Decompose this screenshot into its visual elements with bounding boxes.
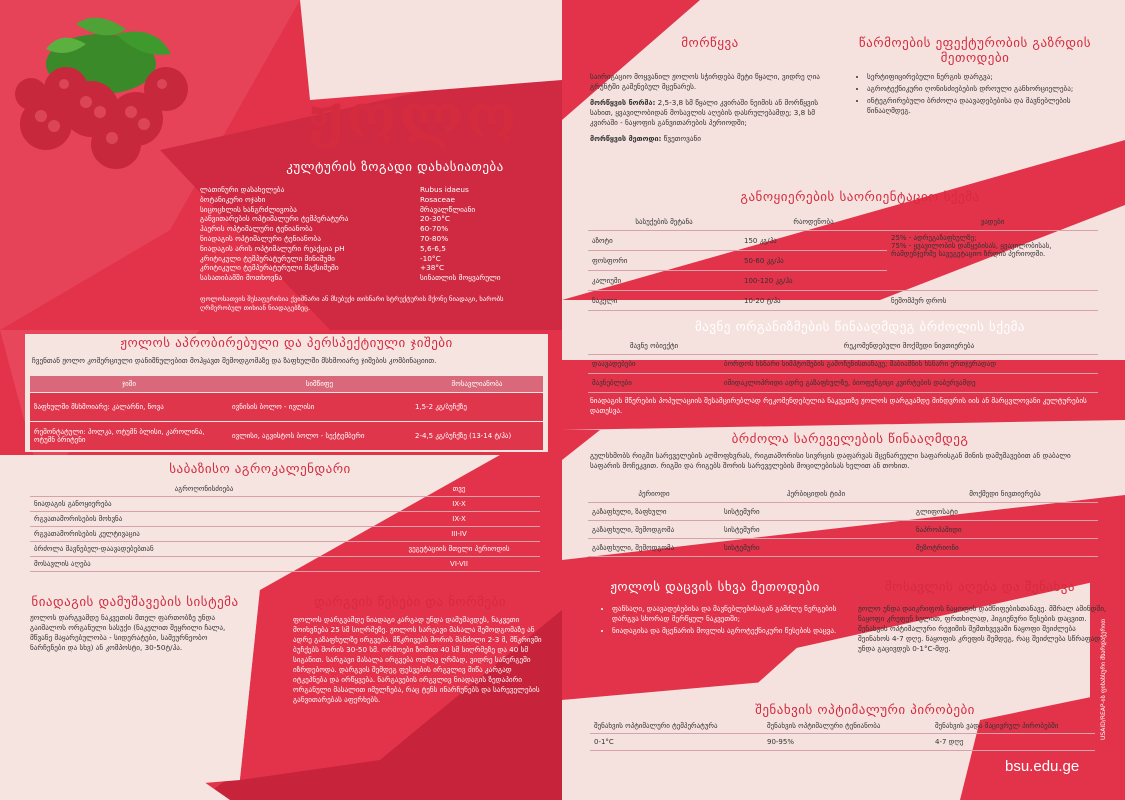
variety-yield: 2-4,5 კგ/ბუჩქზე (13-14 ტ/ჰა) <box>411 422 543 451</box>
weed-control-table <box>588 485 1098 557</box>
fert-type: ნაკელი <box>588 291 740 311</box>
fert-header-amount: რაოდენობა <box>740 213 887 231</box>
characteristic-row <box>200 234 540 244</box>
agro-header-activity: აგროღონისძიება <box>30 482 378 497</box>
characteristic-label: განვითარების ოპტიმალური ტემპერატურა <box>200 214 349 224</box>
table-row <box>588 539 1098 557</box>
irrigation-norm-text: 2,5-3,8 სმ წყალი კვირაში ნეიმის ან მორწყვის სახით, ყვავილობიდან მოსავლის აღების დასრულებამდე; 3,8 სმ კვირაში - ნაყოფის განვითარების პერიოდში; <box>590 98 819 127</box>
pest-substance: ბორდოს ხსნარი სიმპტომების გამოჩენისთანავე; შაბიამნის ხსნარი ერთჯერადად <box>720 355 1098 374</box>
characteristic-value: სინათლის მოყვარული <box>420 273 501 283</box>
agro-activity: მოსავლის აღება <box>30 557 378 572</box>
fert-timing: 25% - ადრეგაზაფხულზე; 75% - ყვავილობის დაწყებისას, ყვავილობისას, რამდენჯერმე სავეგეტაციო ზრდის პერიოდში. <box>887 231 1098 291</box>
weed-substance: მეზოტრიონი <box>912 539 1098 557</box>
characteristic-row <box>200 185 540 195</box>
characteristic-value: Rosaceae <box>420 194 455 204</box>
storage-duration: 4-7 დღე <box>931 734 1095 751</box>
characteristic-row <box>200 195 540 205</box>
weed-header-substance: მოქმედი ნივთიერება <box>912 485 1098 503</box>
irrigation-norm <box>590 98 835 128</box>
weed-period: გაზაფხული, შემოდგომა <box>588 521 720 539</box>
characteristic-value: +38°C <box>420 263 445 273</box>
weed-control-intro: გულსხმობს რიგში სარეველების აღმოფხვრას, რიგთაშორისი სივრცის დაფარვას მცენარეული საფარისგან მინის დამუშავებით ან დაბალი საფარის მოჩეკვით. რიგში და რიგებს შორის სარეველების მოცილებისას ხელით ან თოხით. <box>590 451 1071 470</box>
varieties-header-yield: მოსავლიანობა <box>411 376 543 393</box>
weed-header-period: პერიოდი <box>588 485 720 503</box>
variety-yield: 1,5-2 კგ/ბუჩქზე <box>411 393 543 422</box>
fert-timing: ნეშომპურ დროს <box>887 291 1098 311</box>
list-item: • ინტეგრირებული ბრძოლა დაავადებებისა და მავნებლების წინააღმდეგ. <box>867 96 1112 116</box>
table-row <box>30 422 543 451</box>
protection-title: ჟოლოს დაცვის სხვა მეთოდები <box>610 580 820 595</box>
variety-ripening: ივლისი, აგვისტოს ბოლო - სექტემბერი <box>228 422 411 451</box>
harvest-text: ჟოლო უნდა დაიკრიფოს ნაყოფის დამწიფებისთანავე. მშრალ ამინდში, ნაყოფი კრეფენ ხელით, ფრთხილად, ჰიგიენური წესების დაცვით. შენახვის ოპტიმალური რეჟიმის შემთხვევაში ნაყოფი შეიძლება შეინახოს 4-7 დღე. ნაყოფის კრეფის შემდეგ, რაც შეიძლება სწრაფად უნდა გაცივდეს 0-1°C-მდე. <box>858 604 1107 653</box>
storage-header-duration: შენახვის ვადა მაცივრულ პირობებში <box>931 719 1095 734</box>
agro-period: ვეგეტაციის მთელი პერიოდის <box>378 542 540 557</box>
table-row <box>588 521 1098 539</box>
characteristic-label: კრიტიკული ტემპერატურული მინიმუმი <box>200 253 335 263</box>
irrigation-title: მორწყვა <box>681 36 739 51</box>
agro-header-month: თვე <box>378 482 540 497</box>
agro-activity: რგვათამორისების მოხვნა <box>30 512 378 527</box>
characteristic-row <box>200 244 540 254</box>
efficiency-list <box>855 72 1112 118</box>
characteristics-table <box>200 185 540 283</box>
irrigation-method-text: წვეთოვანი <box>663 134 701 143</box>
table-row <box>30 542 540 557</box>
list-item: • ნიადაგისა და მცენარის მოვლის აგროტექნიკური წესების დაცვა. <box>612 626 857 636</box>
soil-text: ჟოლოს დარგვამდე ნაკვეთის მთელ ფართობზე უნდა გაიშალოს ორგანული სასუქი (ნაკელით შეყრილი ჩალა, მწვანე მაყარებულობა - სიდერატები, სამეურნეობო ნარჩენები და სხვ) ან კომპოსტი, 30-50ტ/ჰა. <box>30 613 226 652</box>
characteristic-row <box>200 263 540 273</box>
agro-activity: რგვათამორისების კულტივაცია <box>30 527 378 542</box>
list-item: • აგროტექნიკური ღონისძიებების დროული განხორციელება; <box>867 84 1112 94</box>
table-row <box>590 734 1095 751</box>
side-credit: USAID/REAP-ის ფინანსური მხარდაჭერით <box>1100 618 1107 740</box>
pest-header-substance: რეკომენდებული მოქმედი ნივთიერება <box>720 337 1098 355</box>
characteristic-value: -10°C <box>420 253 441 263</box>
characteristic-row <box>200 224 540 234</box>
storage-title: შენახვის ოპტიმალური პირობები <box>755 703 975 718</box>
characteristics-title: კულტურის ზოგადი დახასიათება <box>286 160 504 175</box>
pest-control-table <box>588 337 1098 393</box>
irrigation-norm-label: მორწყვის ნორმა: <box>590 98 656 107</box>
characteristic-value: Rubus idaeus <box>420 185 469 194</box>
varieties-table <box>30 376 543 450</box>
characteristic-value: 60-70% <box>420 224 449 234</box>
weed-substance: გლიფოსატი <box>912 503 1098 521</box>
weed-period: გაზაფხული, შემოდგომა <box>588 539 720 557</box>
irrigation-method-label: მორწყვის მეთოდი: <box>590 134 662 143</box>
pest-control-title: მავნე ორგანიზმების წინააღმდეგ ბრძოლის სქემა <box>694 320 1026 335</box>
planting-title: დარგვის წესები და ნორმები <box>314 595 506 610</box>
agro-calendar-title: საბაზისო აგროკალენდარი <box>169 462 351 477</box>
storage-table <box>590 719 1095 751</box>
characteristic-row <box>200 214 540 224</box>
characteristic-value: 70-80% <box>420 233 449 243</box>
varieties-title: ჟოლოს აპრობირებული და პერსპექტიული ჯიშები <box>120 336 453 351</box>
list-item: • ფანსაღი, დაავადებებისა და მავნებლებისაგან გამძლე ნერგების დარგვა სხორად მერწყულ ნაკვეთში; <box>612 604 857 624</box>
fert-type: აზოტი <box>588 231 740 251</box>
irrigation-method <box>590 134 835 144</box>
weed-substance: ნაპროპამიდი <box>912 521 1098 539</box>
fertilization-table <box>588 213 1098 311</box>
weed-type: სისტემური <box>720 539 912 557</box>
table-row <box>30 527 540 542</box>
weed-type: სისტემური <box>720 521 912 539</box>
characteristic-label: ჰაერის ოპტიმალური ტენიანობა <box>200 224 313 234</box>
harvest-title: მოსავლის აღება და შენახვა <box>884 580 1076 595</box>
pest-object: მავნებლები <box>588 374 720 393</box>
weed-type: სისტემური <box>720 503 912 521</box>
storage-humidity: 90-95% <box>763 734 931 751</box>
agro-calendar-table <box>30 482 540 572</box>
storage-header-humidity: შენახვის ოპტიმალური ტენიანობა <box>763 719 931 734</box>
table-row <box>588 503 1098 521</box>
varieties-header-ripening: სიშწიფე <box>228 376 411 393</box>
characteristic-label: კრიტიკული ტემპერატურული მაქსიმუმი <box>200 263 339 273</box>
table-row <box>30 393 543 422</box>
characteristic-row <box>200 254 540 264</box>
fert-type: ფოსფორი <box>588 251 740 271</box>
table-row <box>30 512 540 527</box>
soil-title: ნიადაგის დამუშავების სისტემა <box>31 595 239 610</box>
irrigation-text <box>590 72 835 144</box>
planting-text: ფოლოს დარგვამდე ნიადაგი კარგად უნდა დამუშავდეს, ნაკვეთი მოიხვნება 25 სმ სიღრმეზე. ჟოლოს სარგავი მასალა შემოდგომაზე ან ადრე გაზაფხულზე ირგვება. მწკრივებს შორის მანძილი 2-3 მ, მწკრივში ბუჩქებს შორის 30-50 სმ. ორმოები ზომით 40 სმ სიღრმეზე და 40 სმ სიგანით. სარგავი მასალა ირგვება ოდნავ ღრმად, ვიდრე სანერგეში იზრდებოდა. დარგვის შემდეგ ფესვების ირგვლივ მიწა კარგად იტკეპნება და ირწყვება. ნარგავების ირგვლივ ნიადაგის ზედაპირი ორგანული მასალით იმულჩება, რაც ტენს ინარჩუნებს და სარეველების განვითარებას აფერხებს. <box>293 615 542 704</box>
table-row <box>30 497 540 512</box>
variety-name: რემონტატული: პოლკა, ოტუმნ ბლისი, კაროლინა, ოტუმნ ბრიტენი <box>30 422 228 451</box>
pest-control-note: ნიადაგის მწერების პოპულაციის შესამცირებლად რეკომენდებულია ნაკვეთზე ჟოლოს დარგვამდე მინდვრის იის ან მარცვლოვანი კულტურების დათესვა. <box>590 396 1087 415</box>
fert-amount: 10-20 ტ/ჰა <box>740 291 887 311</box>
storage-header-temperature: შენახვის ოპტიმალური ტემპერატურა <box>590 719 763 734</box>
agro-period: IX-X <box>378 497 540 512</box>
variety-name: ზაფხულში მსხმოიარე: კალარნი, ნოვა <box>30 393 228 422</box>
characteristic-row <box>200 205 540 215</box>
characteristic-label: ნიადაგის არის ოპტიმალური რეაქცია pH <box>200 243 345 253</box>
pest-header-object: მავნე ობიექტი <box>588 337 720 355</box>
agro-activity: ბრძოლა მავნებელ-დაავადებებთან <box>30 542 378 557</box>
varieties-intro: ჩვენთან ჟოლო კომერციული დანიშნულებით მოჰყავთ შემოდგომაზე და ზაფხულში მსხმოიარე ჯიშების კომბინაციით. <box>32 356 437 365</box>
table-row <box>588 231 1098 251</box>
pest-object: დაავადებები <box>588 355 720 374</box>
fert-header-type: სასუქების მეტანა <box>588 213 740 231</box>
characteristic-label: ლათინური დასახელება <box>200 185 285 194</box>
page-title: ჟოლო <box>307 82 519 150</box>
pest-substance: იმიდაკლოპრიდი ადრე გაზაფხულზე, ბიოფუნგიცი კვირტების დაბერვამდე <box>720 374 1098 393</box>
fert-amount: 50-60 კგ/ჰა <box>740 251 887 271</box>
table-row <box>588 374 1098 393</box>
characteristics-note: ფოლოსათვის შესაფერისია ქვიშნარი ან მსუბუქი თიხნარი სტრუქტურის მქონე ნიადაგი, ხარობს ღრმერობულ თიხიან ნიადაგებზეც. <box>200 295 504 312</box>
characteristic-label: სიცოცხლის ხანგრძლივობა <box>200 204 297 214</box>
characteristic-label: ნიადაგის ოპტიმალური ტენიანობა <box>200 233 321 243</box>
fert-header-timing: ვადები <box>887 213 1098 231</box>
watermark: bsu.edu.ge <box>1005 758 1080 775</box>
agro-period: VI-VII <box>378 557 540 572</box>
characteristic-label: სასათიბამში მოთხოვნა <box>200 273 283 283</box>
list-item: • სერტიფიცირებული ნერგის დარგვა; <box>867 72 1112 82</box>
characteristic-value: 5,6-6,5 <box>420 243 446 253</box>
efficiency-title: წარმოების ეფექტურობის გაზრდის მეთოდები <box>858 36 1092 66</box>
varieties-header-variety: ჯიში <box>30 376 228 393</box>
weed-period: გაზაფხული, ზაფხული <box>588 503 720 521</box>
table-row <box>588 355 1098 374</box>
weed-header-type: ჰერბიციდის ტიპი <box>720 485 912 503</box>
irrigation-intro: საირიგაციო მოყვანილ ჟოლოს სჭირდება მეტი წყალი, ვიდრე ღია გრუნტში გაშენებულ მცენარეს. <box>590 72 820 91</box>
agro-period: IX-X <box>378 512 540 527</box>
raspberry-illustration <box>6 14 196 174</box>
characteristic-value: მრავალწლიანი <box>420 204 476 214</box>
weed-control-title: ბრძოლა სარეველების წინააღმდეგ <box>731 432 969 447</box>
agro-period: III-IV <box>378 527 540 542</box>
table-row <box>30 557 540 572</box>
fert-type: კალიუმი <box>588 271 740 291</box>
table-row <box>588 291 1098 311</box>
agro-activity: ნიადაგის განოყიერება <box>30 497 378 512</box>
fertilization-title: განოყიერების საორიენტაციო სქემა <box>740 190 980 205</box>
characteristic-row <box>200 273 540 283</box>
variety-ripening: ივნისის ბოლო - ივლისი <box>228 393 411 422</box>
characteristic-value: 20-30°C <box>420 214 450 224</box>
protection-list <box>600 604 857 638</box>
fert-amount: 150 კგ/ჰა <box>740 231 887 251</box>
storage-temperature: 0-1°C <box>590 734 763 751</box>
characteristic-label: ბოტანიკური ოჯახი <box>200 194 266 204</box>
fert-amount: 100-120 კგ/ჰა <box>740 271 887 291</box>
